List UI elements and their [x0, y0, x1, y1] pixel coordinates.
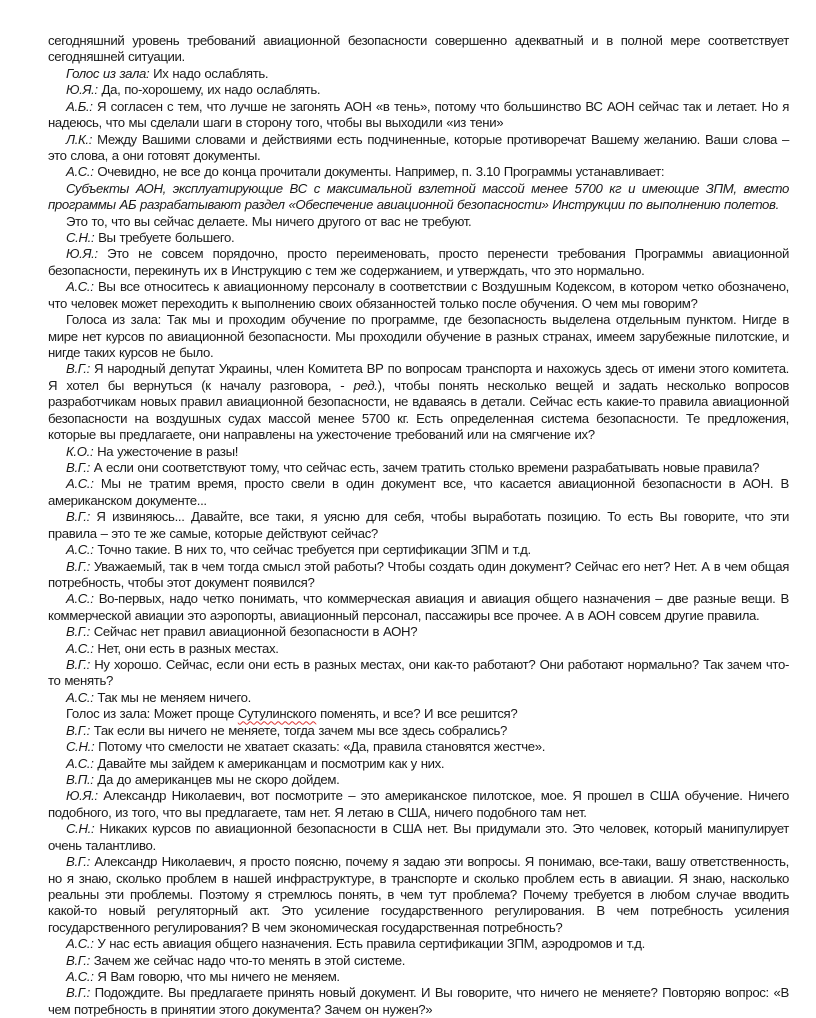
speaker-label: В.Г.: [66, 985, 90, 1001]
speaker-label: Ю.Я.: [66, 246, 98, 262]
paragraph [48, 690, 789, 706]
paragraph-text: На ужесточение в разы! [93, 443, 239, 459]
editor-note: ред. [353, 377, 378, 393]
quoted-clause [48, 181, 789, 214]
paragraph-text: Александр Николаевич, вот посмотрите – это американское пилотское, мое. Я прошел в США обучение. Ничего подобного, из того, что вы предлагаете, там нет. Я летаю в США, ничего подобного там нет. [48, 788, 789, 820]
paragraph [48, 854, 789, 936]
speaker-label: В.Г.: [66, 624, 90, 640]
paragraph [48, 641, 789, 657]
paragraph-text: Во-первых, надо четко понимать, что коммерческая авиация и авиация общего назначения – две разные вещи. В коммерческой авиации это аэропорты, авиационный персонал, пассажиры все прочее. А в АОН совсем другие правила. [48, 591, 789, 623]
paragraph [48, 788, 789, 821]
paragraph-text: А если они соответствуют тому, что сейчас есть, зачем тратить столько времени разрабатывать новые правила? [89, 459, 760, 475]
paragraph [48, 936, 789, 952]
paragraph-text: Я согласен с тем, что лучше не загонять АОН «в тень», потому что большинство ВС АОН сейчас так и летает. Но я надеюсь, что мы сделали шаги в сторону того, чтобы вы выходили «из тени» [48, 98, 789, 131]
speaker-label: С.Н.: [66, 821, 95, 837]
speaker-label: А.С.: [66, 969, 94, 985]
paragraph [48, 559, 789, 592]
paragraph [48, 756, 789, 772]
paragraph-text: Очевидно, не все до конца прочитали документы. Например, п. 3.10 Программы устанавливает: [93, 164, 665, 180]
speaker-label: В.Г.: [66, 952, 90, 968]
paragraph-text: Потому что смелости не хватает сказать: «Да, правила становятся жестче». [94, 739, 546, 755]
speaker-label: В.Г.: [66, 361, 90, 377]
paragraph [48, 99, 789, 132]
paragraph-text: Так если вы ничего не меняете, тогда зачем мы все здесь собрались? [89, 722, 507, 738]
paragraph-text: Подождите. Вы предлагаете принять новый документ. И Вы говорите, что ничего не меняете? Повторяю вопрос: «В чем потребность в принятии этого документа? Зачем он нужен?» [48, 985, 789, 1017]
speaker-label: В.Г.: [66, 558, 90, 574]
paragraph [48, 132, 789, 165]
paragraph-text: Так мы не меняем ничего. [93, 689, 251, 705]
paragraph-text-continued: ), чтобы понять несколько вещей и задать несколько вопросов разработчикам новых правил авиационной безопасности, не вдаваясь в детали. Сейчас есть какие-то правила авиационной безопасности на воздушных судах массой менее 5700 кг. Есть определенная система безопасности. Те предложения, которые вы предлагаете, они направлены на ужесточение требований или на смягчение их? [48, 377, 789, 443]
paragraph-text: У нас есть авиация общего назначения. Есть правила сертификации ЗПМ, аэродромов и т.д. [93, 936, 645, 952]
paragraph [48, 230, 789, 246]
paragraph-text: Голос из зала: Может проще [66, 706, 238, 722]
paragraph [48, 214, 789, 230]
paragraph-text: Между Вашими словами и действиями есть подчиненные, которые противоречат Вашему желанию. Ваши слова – это слова, а они готовят документы. [48, 131, 789, 163]
spellcheck-flagged-word: Сутулинского [237, 706, 317, 722]
paragraph [48, 624, 789, 640]
speaker-label: А.С.: [66, 936, 94, 952]
paragraph [48, 723, 789, 739]
speaker-label: А.С.: [66, 542, 94, 558]
speaker-label: Ю.Я.: [66, 82, 98, 98]
paragraph-text: Никаких курсов по авиационной безопасности в США нет. Вы придумали это. Это человек, который манипулирует очень талантливо. [48, 821, 789, 853]
paragraph-text: Вы все относитесь к авиационному персоналу в соответствии с Воздушным Кодексом, в котором четко обозначено, что человек может переходить к выполнению своих обязанностей только после обучения. О чем мы говорим? [48, 279, 789, 311]
speaker-label: А.С.: [66, 755, 94, 771]
paragraph [48, 361, 789, 443]
paragraph-text: Голоса из зала: Так мы и проходим обучение по программе, где безопасность выделена отдельным пунктом. Нигде в мире нет курсов по авиационной безопасности. Мы проходили обучение в разных странах, имеем зарубежные пилотские, и нигде таких курсов не было. [48, 312, 789, 361]
paragraph [48, 279, 789, 312]
paragraph [48, 657, 789, 690]
paragraph [48, 82, 789, 98]
paragraph [48, 476, 789, 509]
paragraph-text: Давайте мы зайдем к американцам и посмотрим как у них. [93, 755, 445, 771]
speaker-label: В.Г.: [66, 509, 90, 525]
paragraph-text: Мы не тратим время, просто свели в один документ все, что касается авиационной безопасности в АОН. В американском документе... [48, 476, 789, 508]
paragraph [48, 164, 789, 180]
paragraph-text: Да до американцев мы не скоро дойдем. [93, 771, 340, 787]
paragraph [48, 444, 789, 460]
paragraph-text: Уважаемый, так в чем тогда смысл этой работы? Чтобы создать один документ? Сейчас его нет? Нет. А в чем общая потребность, чтобы этот документ появился? [48, 558, 789, 590]
paragraph [48, 969, 789, 985]
paragraph-text: Их надо ослаблять. [149, 65, 269, 81]
speaker-label: Л.К.: [66, 131, 93, 147]
paragraph [48, 509, 789, 542]
speaker-label: А.С.: [66, 476, 94, 492]
speaker-label: А.Б.: [66, 98, 93, 114]
paragraph [48, 772, 789, 788]
paragraph-text: сегодняшний уровень требований авиационной безопасности совершенно адекватный и в полной мере соответствует сегодняшней ситуации. [48, 33, 789, 65]
paragraph [48, 246, 789, 279]
paragraph [48, 706, 789, 722]
paragraph [48, 821, 789, 854]
paragraph-text: Это то, что вы сейчас делаете. Мы ничего другого от вас не требуют. [66, 213, 472, 229]
paragraph-text: Сейчас нет правил авиационной безопасности в АОН? [89, 624, 418, 640]
speaker-label: А.С.: [66, 164, 94, 180]
speaker-label: Ю.Я.: [66, 788, 98, 804]
speaker-label: К.О.: [66, 443, 94, 459]
speaker-label: А.С.: [66, 591, 94, 607]
paragraph-text: Александр Николаевич, я просто поясню, почему я задаю эти вопросы. Я понимаю, все-таки, вашу ответственность, но я знаю, сколько проблем в нашей инфраструктуре, в транспорте и сколько проблем есть в авиации. Я знаю, насколько реальны эти проблемы. Поэтому я стремлюсь понять, в чем тут проблема? Почему требуется в любом случае вводить какой-то новый регуляторный акт. Это усиление государственного регулирования. В чем потребность усиления государственного регулирования? В чем экономическая государственная потребность? [48, 854, 789, 935]
paragraph-text: Да, по-хорошему, их надо ослаблять. [97, 82, 321, 98]
paragraph [48, 460, 789, 476]
speaker-label: В.Г.: [66, 459, 90, 475]
paragraph [48, 953, 789, 969]
speaker-label: Голос из зала: [66, 65, 150, 81]
speaker-label: В.П.: [66, 771, 94, 787]
paragraph [48, 985, 789, 1018]
paragraph [48, 33, 789, 66]
paragraph-text: Нет, они есть в разных местах. [93, 640, 279, 656]
speaker-label: С.Н.: [66, 739, 95, 755]
document-page [48, 33, 789, 1018]
paragraph-text: Точно такие. В них то, что сейчас требуется при сертификации ЗПМ и т.д. [93, 542, 531, 558]
paragraph-text: Это не совсем порядочно, просто переименовать, просто перенести требования Программы авиационной безопасности, перекинуть их в Инструкцию с тем же содержанием, и утверждать, что это нормально. [48, 246, 789, 278]
speaker-label: А.С.: [66, 279, 94, 295]
paragraph [48, 739, 789, 755]
paragraph-text: Зачем же сейчас надо что-то менять в этой системе. [89, 952, 406, 968]
paragraph-text: Я Вам говорю, что мы ничего не меняем. [93, 969, 340, 985]
speaker-label: А.С.: [66, 689, 94, 705]
paragraph [48, 66, 789, 82]
speaker-label: В.Г.: [66, 854, 90, 870]
speaker-label: В.Г.: [66, 722, 90, 738]
paragraph [48, 312, 789, 361]
paragraph-text-continued: поменять, и все? И все решится? [316, 706, 518, 722]
paragraph [48, 542, 789, 558]
paragraph [48, 591, 789, 624]
speaker-label: В.Г.: [66, 657, 90, 673]
paragraph-text: Вы требуете большего. [94, 230, 235, 246]
paragraph-text: Я извиняюсь... Давайте, все таки, я уясню для себя, чтобы выработать позицию. То есть Вы говорите, что эти правила – это те же самые, которые действуют сейчас? [48, 509, 789, 541]
quoted-clause-text: Субъекты АОН, эксплуатирующие ВС с максимальной взлетной массой менее 5700 кг и имеющие ЗПМ, вместо программы АБ разрабатывают раздел «Обеспечение авиационной безопасности» Инструкции по выполнению полетов. [48, 180, 789, 213]
paragraph-text: Ну хорошо. Сейчас, если они есть в разных местах, они как-то работают? Они работают нормально? Так зачем что-то менять? [48, 657, 789, 689]
speaker-label: А.С.: [66, 640, 94, 656]
speaker-label: С.Н.: [66, 230, 95, 246]
paragraph-text: Я народный депутат Украины, член Комитета ВР по вопросам транспорта и нахожусь здесь от имени этого комитета. Я хотел бы вернуться (к началу разговора, - [48, 361, 789, 393]
